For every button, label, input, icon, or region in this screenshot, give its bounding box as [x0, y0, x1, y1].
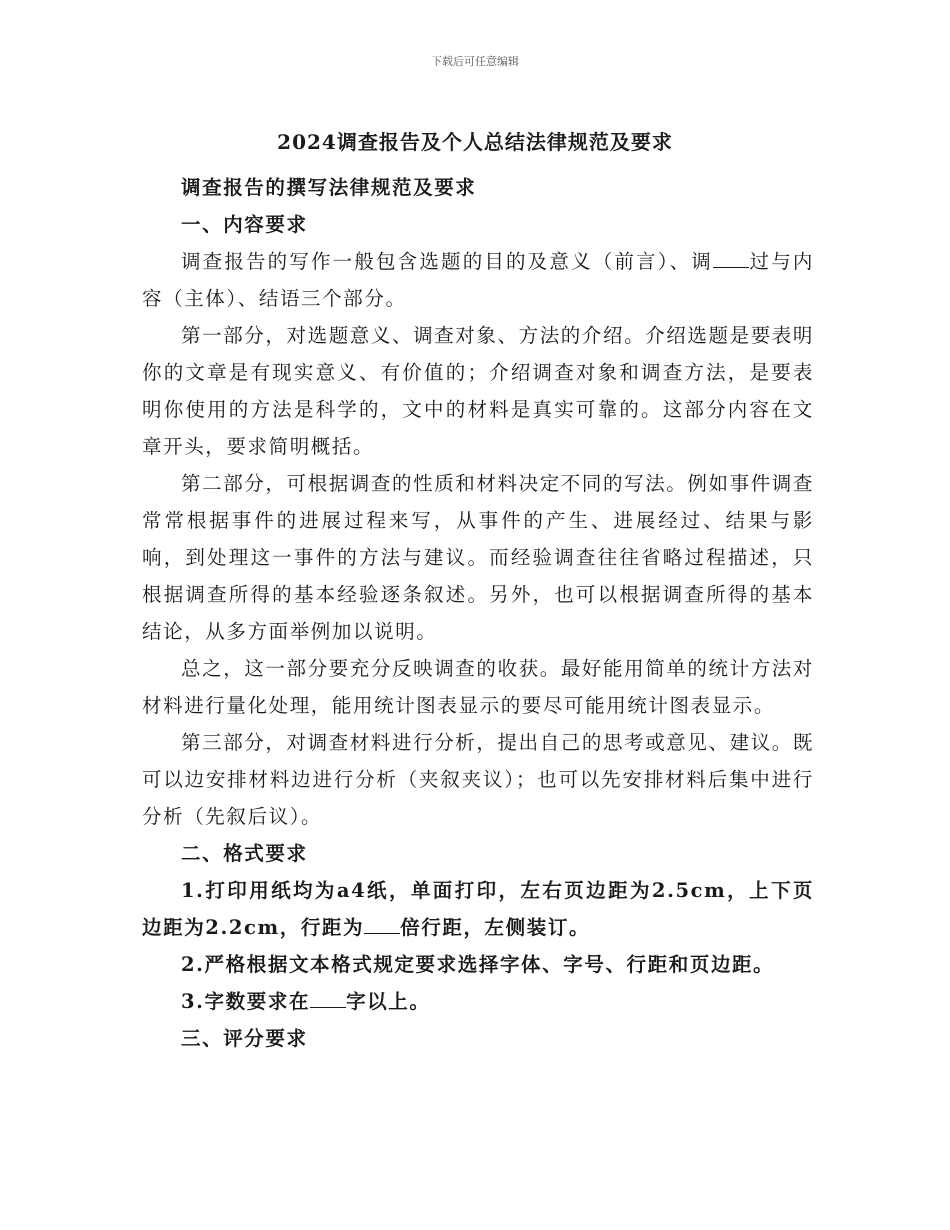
paragraph-summary: 总之，这一部分要充分反映调查的收获。最好能用简单的统计方法对材料进行量化处理，能用统计图表显示的要尽可能用统计图表显示。 — [142, 657, 815, 717]
paragraph-part-one: 第一部分，对选题意义、调查对象、方法的介绍。介绍选题是要表明你的文章是有现实意义、有价值的；介绍调查对象和调查方法，是要表明你使用的方法是科学的，文中的材料是真实可靠的。这部分内容在文章开头，要求简明概括。 — [142, 324, 815, 458]
format-item-3 — [142, 983, 814, 1020]
section-heading: 调查报告的撰写法律规范及要求 — [181, 176, 477, 199]
paragraph-structure-part1: 调查报告的写作一般包含选题的目的及意义（前言）、调 — [181, 250, 713, 273]
document-body — [142, 169, 814, 1057]
document-title: 2024调查报告及个人总结法律规范及要求 — [277, 130, 673, 154]
header-note: 下载后可任意编辑 — [431, 55, 519, 68]
blank-line — [364, 913, 400, 934]
heading-scoring-requirements: 三、评分要求 — [181, 1027, 308, 1050]
blank-line — [310, 987, 346, 1008]
format-item-1-part1: 1.打印用纸均为a4纸，单面打印，左右页边距为2.5cm，上下页边距为2.2cm，行距为 — [142, 879, 814, 939]
paragraph-part-two: 第二部分，可根据调查的性质和材料决定不同的写法。例如事件调查常常根据事件的进展过程来写，从事件的产生、进展经过、结果与影响，到处理这一事件的方法与建议。而经验调查往往省略过程描述，只根据调查所得的基本经验逐条叙述。另外，也可以根据调查所得的基本结论，从多方面举例加以说明。 — [142, 472, 815, 643]
format-item-3-part1: 3.字数要求在 — [181, 990, 311, 1013]
heading-format-requirements: 二、格式要求 — [181, 842, 308, 865]
heading-content-requirements: 一、内容要求 — [181, 213, 308, 236]
blank-line — [713, 247, 749, 268]
paragraph-structure-part2: 过与内容（主体）、结语三个部分。 — [142, 250, 814, 310]
format-item-2: 2.严格根据文本格式规定要求选择字体、字号、行距和页边距。 — [181, 953, 775, 976]
format-item-1-part2: 倍行距，左侧装订。 — [400, 916, 591, 939]
format-item-3-part2: 字以上。 — [346, 990, 431, 1013]
paragraph-structure — [142, 243, 814, 317]
paragraph-part-three: 第三部分，对调查材料进行分析，提出自己的思考或意见、建议。既可以边安排材料边进行分析（夹叙夹议）；也可以先安排材料后集中进行分析（先叙后议）。 — [142, 731, 815, 828]
format-item-1 — [142, 872, 814, 946]
